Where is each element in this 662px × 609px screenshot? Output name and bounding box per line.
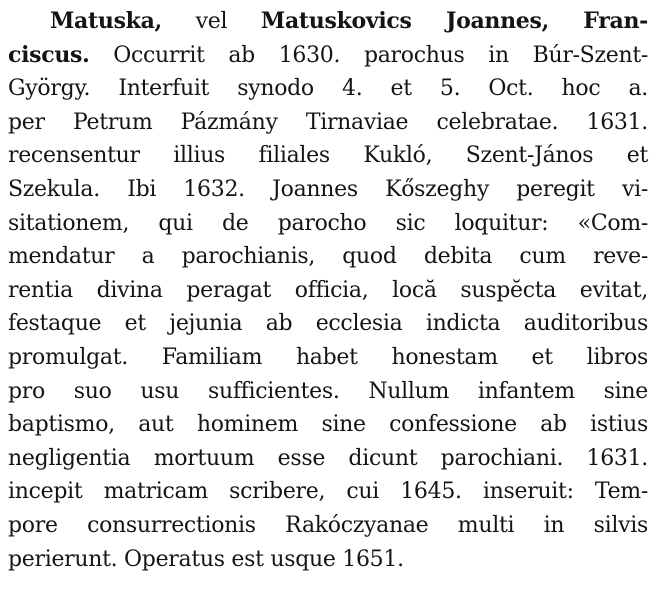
text-line-12: pro suo usu sufficientes. Nullum infantem sine bbox=[8, 378, 648, 404]
text-line-15: incepit matricam scribere, cui 1645. inseruit: Tem- bbox=[8, 479, 648, 505]
entry-heading-line bbox=[8, 5, 648, 39]
text-line-14: negligentia mortuum esse dicunt parochiani. 1631. bbox=[8, 445, 648, 471]
biographical-entry bbox=[8, 5, 648, 576]
text-line-17: perierunt. Operatus est usque 1651. bbox=[8, 546, 404, 572]
text-line-13: baptismo, aut hominem sine confessione ab istius bbox=[8, 412, 648, 438]
text-line-9: rentia divina peragat officia, locă suspĕcta evitat, bbox=[8, 277, 648, 303]
text-line-10: festaque et jejunia ab ecclesia indicta auditoribus bbox=[8, 311, 648, 337]
text-line-2 bbox=[8, 39, 648, 73]
text-line-7: sitationem, qui de parocho sic loquitur: «Com- bbox=[8, 210, 648, 236]
text-line-2-rest: Occurrit ab 1630. parochus in Búr-Szent- bbox=[113, 42, 648, 68]
text-line-5: recensentur illius filiales Kukló, Szent-János et bbox=[8, 143, 648, 169]
entry-name-continued: ciscus. bbox=[8, 41, 90, 68]
text-line-11: promulgat. Familiam habet honestam et libros bbox=[8, 344, 648, 370]
entry-name-primary: Matuska, bbox=[50, 8, 162, 34]
text-line-8: mendatur a parochianis, quod debita cum reve- bbox=[8, 244, 648, 270]
entry-name-connector: vel bbox=[195, 9, 228, 34]
text-line-6: Szekula. Ibi 1632. Joannes Kőszeghy peregit vi- bbox=[8, 176, 648, 202]
text-line-4: per Petrum Pázmány Tirnaviae celebratae. 1631. bbox=[8, 109, 648, 135]
text-line-3: György. Interfuit synodo 4. et 5. Oct. hoc a. bbox=[8, 76, 648, 102]
text-line-16: pore consurrectionis Rakóczyanae multi in silvis bbox=[8, 512, 648, 538]
entry-name-alternate: Matuskovics Joannes, Fran- bbox=[260, 8, 648, 34]
